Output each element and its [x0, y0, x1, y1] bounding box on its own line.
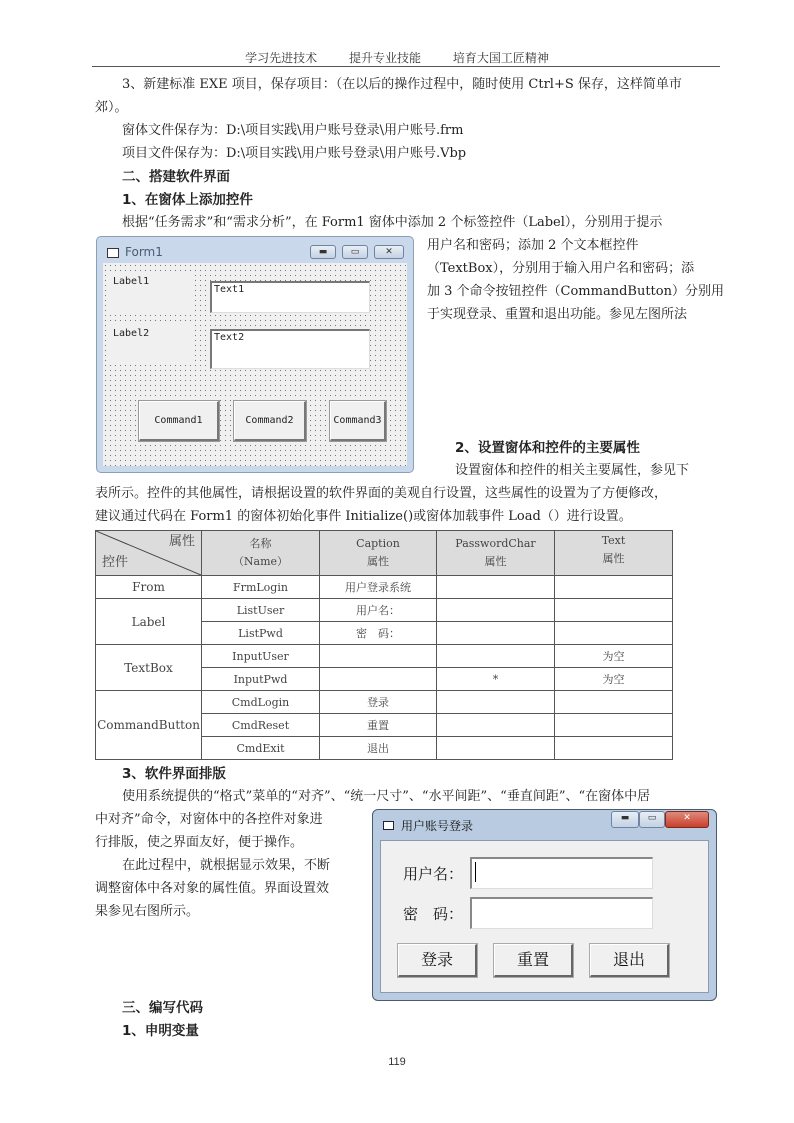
cell-text: 为空: [555, 668, 673, 691]
text-caret: [475, 862, 476, 882]
header-slogan: 提升专业技能: [348, 51, 421, 65]
label1-control[interactable]: Label1: [109, 273, 195, 313]
subsection-heading: 1、在窗体上添加控件: [122, 192, 253, 208]
paragraph-line: 行排版，使之界面友好，便于操作。: [95, 835, 304, 850]
control-type-cell: CommandButton: [96, 691, 202, 760]
cell-text: [555, 599, 673, 622]
header-rule: [92, 66, 720, 67]
paragraph-line: 建议通过代码在 Form1 的窗体初始化事件 Initialize()或窗体加载事件 Load（）进行设置。: [95, 509, 632, 524]
command3-button[interactable]: Command3: [330, 401, 386, 441]
cell-name: ListPwd: [202, 622, 320, 645]
table-row: [96, 645, 673, 668]
paragraph-line: 用户名和密码；添加 2 个文本框控件: [427, 238, 639, 253]
minimize-icon[interactable]: ▬: [310, 245, 336, 259]
control-type-cell: From: [96, 576, 202, 599]
cell-caption: 用户名：: [320, 599, 437, 622]
username-input[interactable]: [470, 857, 653, 889]
subsection-heading: 1、申明变量: [122, 1023, 199, 1039]
column-header: 名称 （Name）: [202, 531, 320, 576]
login-form-title: 用户账号登录: [401, 819, 474, 833]
command2-button[interactable]: Command2: [234, 401, 306, 441]
cell-text: 为空: [555, 645, 673, 668]
control-type-cell: Label: [96, 599, 202, 645]
section-heading: 三、编写代码: [122, 1000, 203, 1016]
exit-button[interactable]: 退出: [590, 944, 669, 977]
cell-text: [555, 576, 673, 599]
cell-caption: 密 码：: [320, 622, 437, 645]
cell-text: [555, 691, 673, 714]
corner-top-label: 属性: [168, 534, 195, 549]
text2-control[interactable]: Text2: [210, 329, 370, 369]
paragraph-line: 于实现登录、重置和退出功能。参见左图所法: [427, 307, 688, 322]
step3-text-cont: 郊）。: [95, 100, 128, 115]
password-label: 密 码：: [403, 905, 464, 923]
cell-caption: 重置: [320, 714, 437, 737]
section-heading: 二、搭建软件界面: [122, 169, 230, 185]
subsection-heading: 3、软件界面排版: [122, 766, 226, 782]
username-label: 用户名：: [403, 865, 464, 883]
cell-password-char: [437, 645, 555, 668]
column-header: Caption 属性: [320, 531, 437, 576]
cell-caption: [320, 645, 437, 668]
paragraph-line: （TextBox），分别用于输入用户名和密码；添: [427, 261, 695, 276]
paragraph-line: 加 3 个命令按钮控件（CommandButton）分别用: [427, 284, 724, 299]
maximize-icon[interactable]: ▭: [342, 245, 368, 259]
paragraph-line: 在此过程中，就根据显示效果，不断: [122, 858, 331, 873]
cell-name: InputPwd: [202, 668, 320, 691]
cell-name: CmdExit: [202, 737, 320, 760]
cell-text: [555, 714, 673, 737]
paragraph-line: 使用系统提供的“格式”菜单的“对齐”、“统一尺寸”、“水平间距”、“垂直间距”、“在窗体中居: [122, 789, 651, 804]
cell-name: FrmLogin: [202, 576, 320, 599]
login-form-window: [372, 809, 717, 1001]
paragraph-line: 中对齐”命令，对窗体中的各控件对象进: [95, 812, 323, 827]
close-icon[interactable]: ✕: [665, 811, 709, 828]
close-icon[interactable]: ✕: [374, 245, 404, 259]
design-form-window: [96, 236, 414, 473]
subsection-heading: 2、设置窗体和控件的主要属性: [455, 440, 640, 456]
cell-name: CmdLogin: [202, 691, 320, 714]
table-row: [96, 691, 673, 714]
page-number: 119: [388, 1056, 406, 1068]
paragraph-line: 设置窗体和控件的相关主要属性，参见下: [455, 463, 690, 478]
corner-bottom-label: 控件: [102, 555, 129, 570]
form-file-path: 窗体文件保存为：D:\项目实践\用户账号登录\用户账号.frm: [122, 123, 464, 138]
project-file-path: 项目文件保存为：D:\项目实践\用户账号登录\用户账号.Vbp: [122, 146, 467, 161]
label2-control[interactable]: Label2: [109, 325, 195, 365]
cell-password-char: [437, 691, 555, 714]
cell-password-char: [437, 737, 555, 760]
minimize-icon[interactable]: ▬: [611, 811, 639, 828]
cell-password-char: [437, 714, 555, 737]
paragraph-line: 根据“任务需求”和“需求分析”，在 Form1 窗体中添加 2 个标签控件（Label），分别用于提示: [122, 215, 663, 230]
header-slogan: 培育大国工匠精神: [452, 51, 549, 65]
cell-name: ListUser: [202, 599, 320, 622]
cell-password-char: [437, 599, 555, 622]
password-input[interactable]: [470, 897, 653, 929]
table-header-row: [96, 531, 673, 576]
cell-password-char: [437, 576, 555, 599]
cell-caption: 用户登录系统: [320, 576, 437, 599]
form-client-area: [103, 263, 407, 466]
command1-button[interactable]: Command1: [139, 401, 219, 441]
paragraph-line: 表所示。控件的其他属性，请根据设置的软件界面的美观自行设置，这些属性的设置为了方便修改，: [95, 486, 668, 501]
form-icon: [107, 248, 119, 258]
form-title: Form1: [125, 245, 163, 259]
column-header: PasswordChar 属性: [437, 531, 555, 576]
control-type-cell: TextBox: [96, 645, 202, 691]
text1-control[interactable]: Text1: [210, 281, 370, 313]
maximize-icon[interactable]: ▭: [639, 811, 665, 828]
step3-text: 3、新建标准 EXE 项目，保存项目：（在以后的操作过程中，随时使用 Ctrl+S 保存，这样简单市: [122, 77, 682, 92]
cell-password-char: [437, 622, 555, 645]
table-row: [96, 599, 673, 622]
paragraph-line: 调整窗体中各对象的属性值。界面设置效: [95, 881, 330, 896]
cell-name: InputUser: [202, 645, 320, 668]
cell-text: [555, 622, 673, 645]
cell-name: CmdReset: [202, 714, 320, 737]
login-button[interactable]: 登录: [398, 944, 477, 977]
paragraph-line: 果参见右图所示。: [95, 904, 200, 919]
reset-button[interactable]: 重置: [494, 944, 573, 977]
cell-caption: 退出: [320, 737, 437, 760]
header-slogan: 学习先进技术: [245, 51, 318, 65]
page-header: [0, 49, 794, 66]
properties-table: [95, 530, 673, 760]
table-row: [96, 576, 673, 599]
cell-password-char: *: [437, 668, 555, 691]
column-header: Text 属性: [555, 531, 673, 576]
cell-caption: 登录: [320, 691, 437, 714]
cell-caption: [320, 668, 437, 691]
form-icon: [383, 821, 394, 830]
corner-header: [96, 531, 202, 576]
login-client-area: [380, 840, 709, 993]
cell-text: [555, 737, 673, 760]
